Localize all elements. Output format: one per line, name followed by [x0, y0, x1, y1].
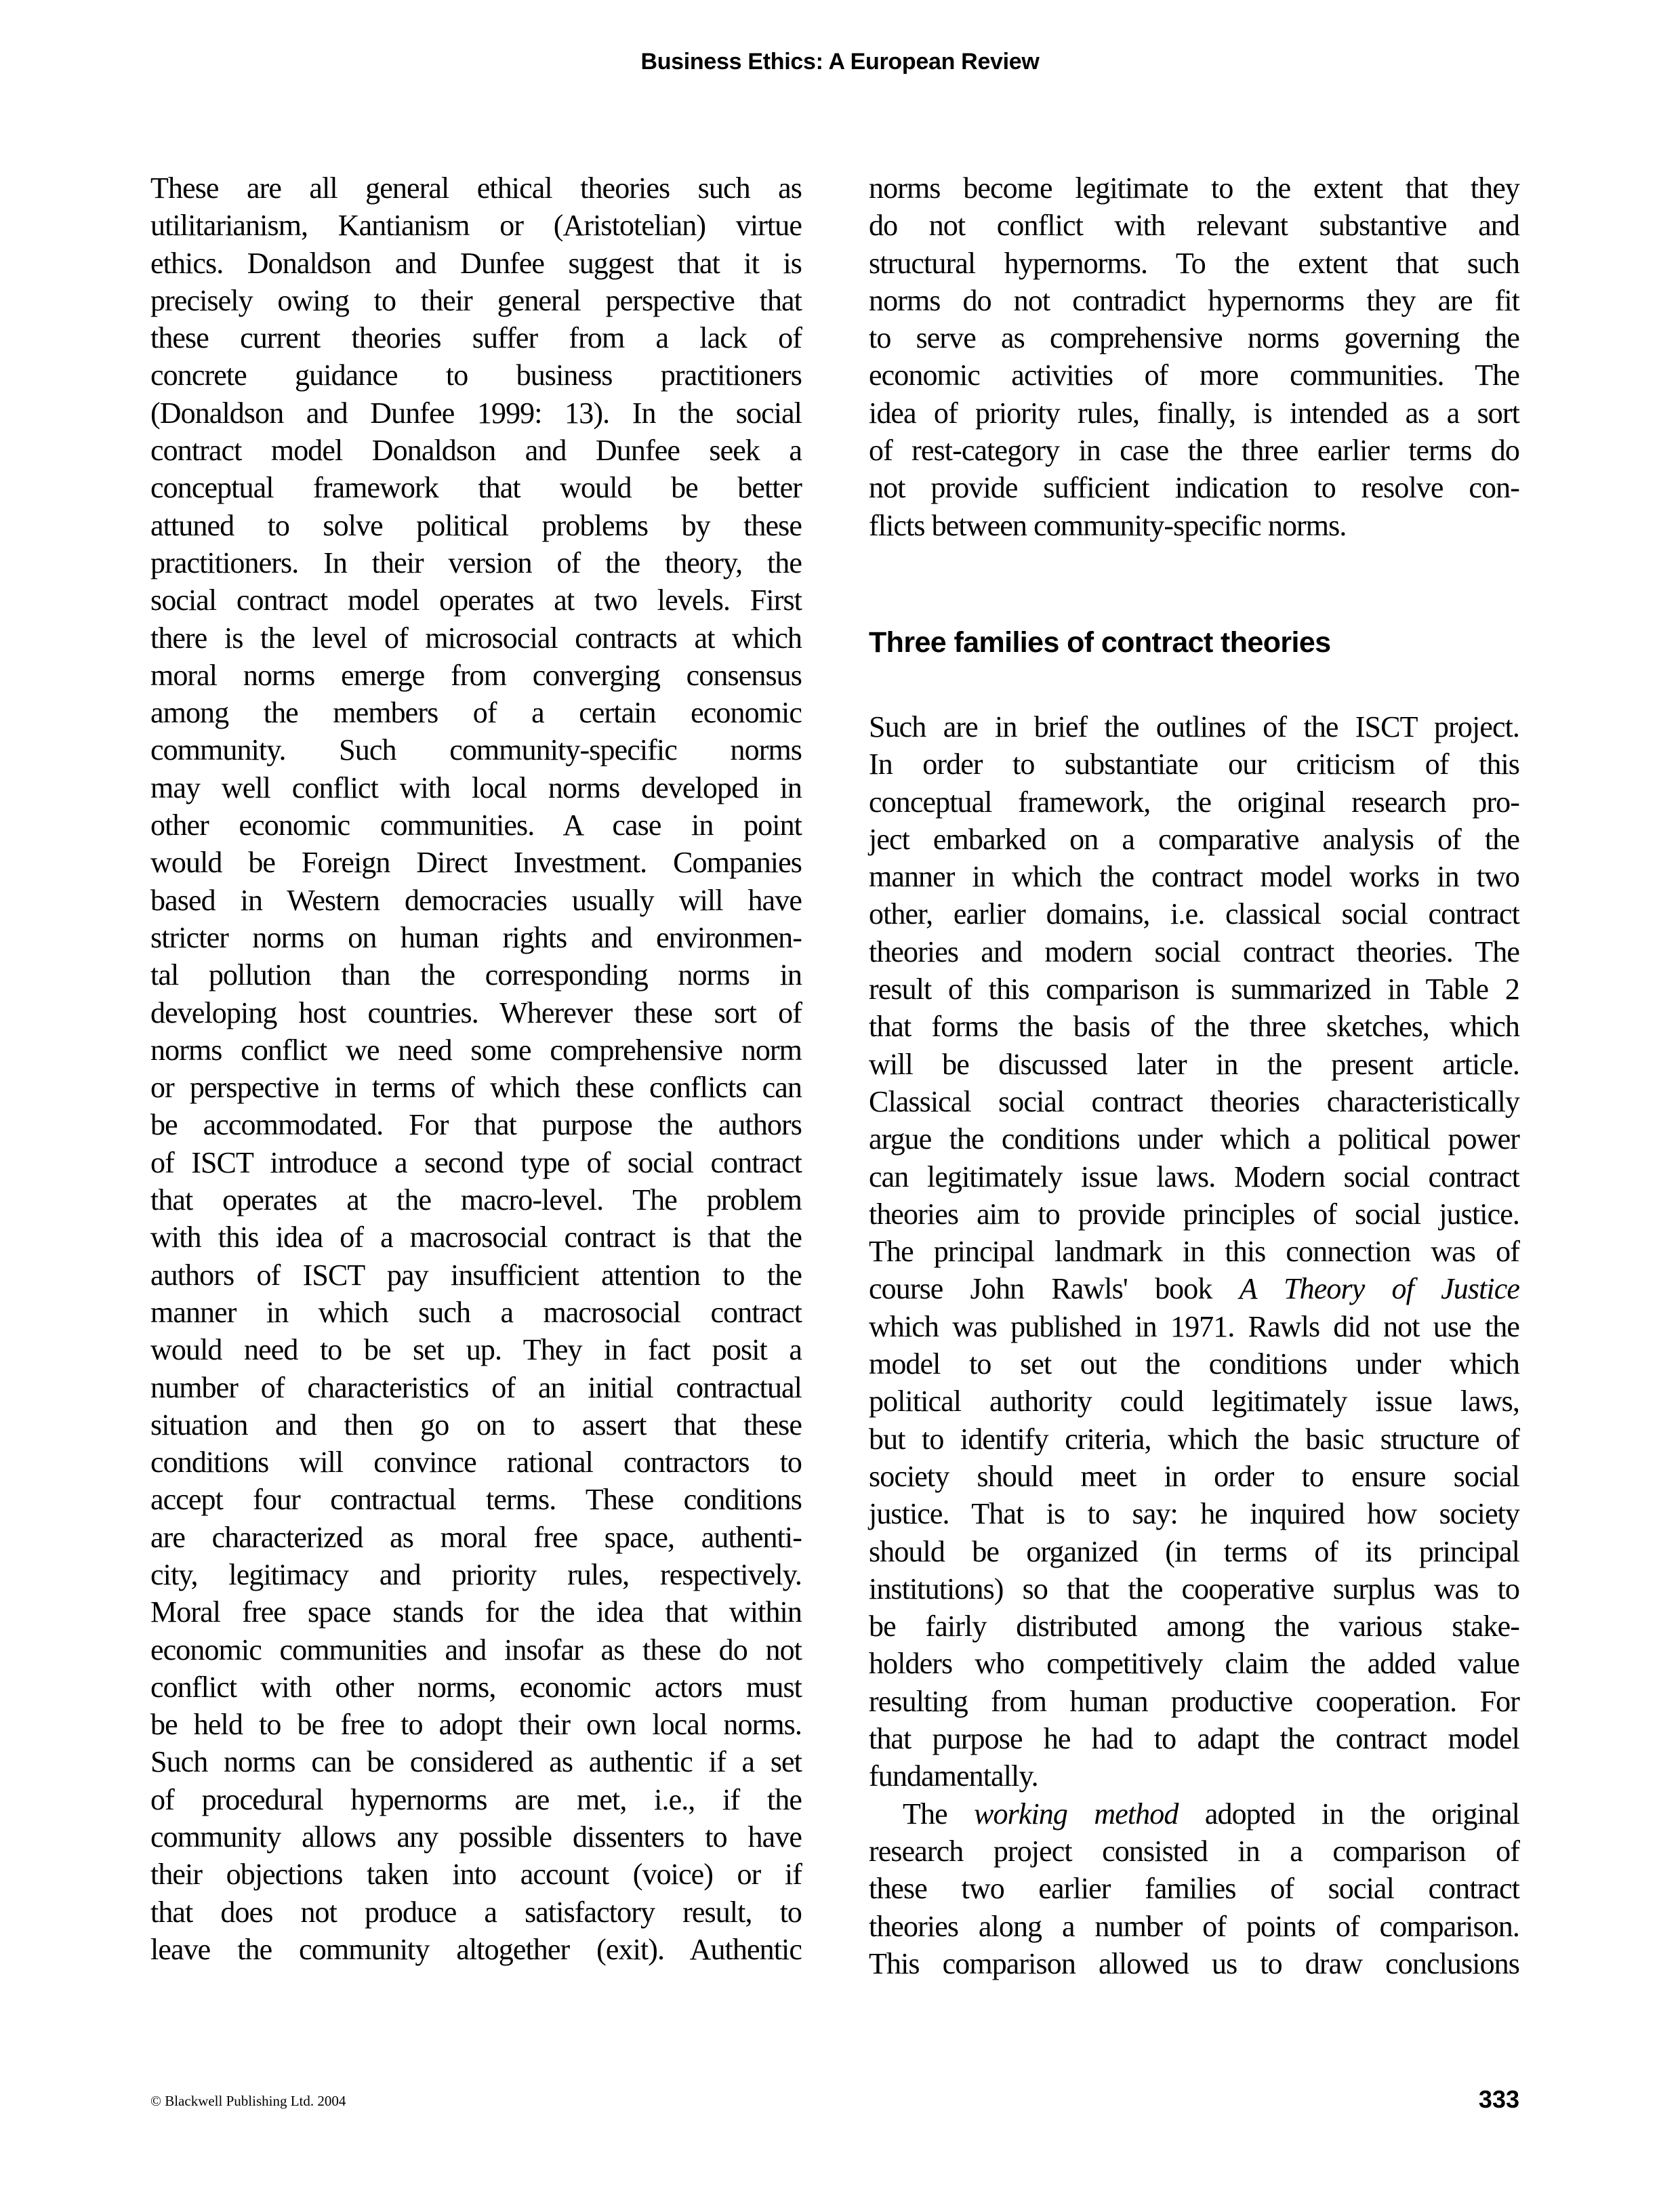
- section-heading: Three families of contract theories: [869, 626, 1331, 659]
- text-line: will be discussed later in the present article.: [869, 1047, 1519, 1081]
- text-line: that does not produce a satisfactory result, to: [150, 1895, 802, 1929]
- text-line: would need to be set up. They in fact posit a: [150, 1333, 802, 1367]
- text-line: community allows any possible dissenters to have: [150, 1820, 802, 1854]
- text-line: number of characteristics of an initial contractual: [150, 1370, 802, 1404]
- text-line: institutions) so that the cooperative surplus was to: [869, 1572, 1519, 1606]
- text-line: city, legitimacy and priority rules, respectively.: [150, 1557, 802, 1591]
- text-line: not provide sufficient indication to resolve con-: [869, 471, 1519, 505]
- text-line: leave the community altogether (exit). Authentic: [150, 1932, 802, 1966]
- text-line: or perspective in terms of which these conflicts can: [150, 1071, 802, 1105]
- text-line: of ISCT introduce a second type of social contract: [150, 1145, 802, 1179]
- text-line: attuned to solve political problems by these: [150, 508, 802, 542]
- text-line: Classical social contract theories characteristically: [869, 1084, 1519, 1118]
- text-line: among the members of a certain economic: [150, 696, 802, 730]
- working-method-italic: working method: [974, 1797, 1179, 1831]
- text-line: conflict with other norms, economic actors must: [150, 1670, 802, 1704]
- text-line: be fairly distributed among the various stake-: [869, 1610, 1519, 1643]
- right-column-paragraph-2: [869, 708, 1519, 1982]
- text-line: theories aim to provide principles of social justice.: [869, 1197, 1519, 1231]
- book-title-italic: A Theory of Justice: [1239, 1272, 1519, 1306]
- text-line: holders who competitively claim the added value: [869, 1647, 1519, 1681]
- text-line: can legitimately issue laws. Modern social contract: [869, 1160, 1519, 1193]
- text-line: research project consisted in a comparison of: [869, 1834, 1519, 1868]
- text-line: be accommodated. For that purpose the authors: [150, 1108, 802, 1142]
- text-line: of rest-category in case the three earlier terms do: [869, 434, 1519, 468]
- text-line: utilitarianism, Kantianism or (Aristotelian) virtue: [150, 209, 802, 243]
- text-line: concrete guidance to business practitioners: [150, 359, 802, 392]
- text-line: This comparison allowed us to draw conclusions: [869, 1946, 1519, 1980]
- text-line: other, earlier domains, i.e. classical social contract: [869, 897, 1519, 931]
- text-fragment: The: [903, 1797, 947, 1831]
- text-line: to serve as comprehensive norms governing the: [869, 321, 1519, 355]
- text-line: these two earlier families of social contract: [869, 1872, 1519, 1906]
- text-line: norms become legitimate to the extent that they: [869, 171, 1519, 205]
- text-line: economic activities of more communities. The: [869, 359, 1519, 392]
- text-line: situation and then go on to assert that these: [150, 1408, 802, 1442]
- text-line: based in Western democracies usually will have: [150, 883, 802, 917]
- text-line: community. Such community-specific norms: [150, 733, 802, 767]
- text-line: accept four contractual terms. These conditions: [150, 1483, 802, 1517]
- text-line: should be organized (in terms of its principal: [869, 1534, 1519, 1568]
- text-line: (Donaldson and Dunfee 1999: 13). In the social: [150, 396, 802, 430]
- text-line: theories along a number of points of comparison.: [869, 1909, 1519, 1943]
- text-line: which was published in 1971. Rawls did not use the: [869, 1309, 1519, 1343]
- text-line: precisely owing to their general perspective that: [150, 283, 802, 317]
- text-line: economic communities and insofar as these do not: [150, 1633, 802, 1667]
- text-line: Such are in brief the outlines of the ISCT project.: [869, 710, 1519, 743]
- text-line: In order to substantiate our criticism of this: [869, 748, 1519, 781]
- text-line: tal pollution than the corresponding norms in: [150, 958, 802, 992]
- text-line: their objections taken into account (voice) or if: [150, 1858, 802, 1892]
- text-line: that purpose he had to adapt the contract model: [869, 1722, 1519, 1756]
- text-line: argue the conditions under which a political power: [869, 1122, 1519, 1156]
- text-fragment: course John Rawls' book: [869, 1272, 1212, 1306]
- text-line: ject embarked on a comparative analysis of the: [869, 822, 1519, 856]
- text-line: flicts between community-specific norms.: [869, 508, 1347, 542]
- text-line: do not conflict with relevant substantive and: [869, 209, 1519, 243]
- text-line: are characterized as moral free space, authenti-: [150, 1520, 802, 1554]
- text-line: developing host countries. Wherever these sort of: [150, 996, 802, 1029]
- text-line: be held to be free to adopt their own local norms.: [150, 1708, 802, 1742]
- text-line: that forms the basis of the three sketches, which: [869, 1010, 1519, 1044]
- text-line: with this idea of a macrosocial contract is that the: [150, 1221, 802, 1254]
- text-line: other economic communities. A case in point: [150, 809, 802, 842]
- paragraph-3-first-line: [869, 1795, 1519, 1833]
- text-line: but to identify criteria, which the basic structure of: [869, 1422, 1519, 1456]
- text-line: may well conflict with local norms developed in: [150, 771, 802, 804]
- text-line: result of this comparison is summarized in Table 2: [869, 973, 1519, 1006]
- text-line: These are all general ethical theories such as: [150, 171, 802, 205]
- text-line: Such norms can be considered as authentic if a set: [150, 1745, 802, 1779]
- text-line: Moral free space stands for the idea that within: [150, 1595, 802, 1629]
- text-line: of procedural hypernorms are met, i.e., if the: [150, 1782, 802, 1816]
- text-line-with-italic-title: [869, 1270, 1519, 1307]
- left-column-text: [150, 169, 802, 1968]
- text-line: authors of ISCT pay insufficient attention to the: [150, 1258, 802, 1292]
- text-line: contract model Donaldson and Dunfee seek a: [150, 434, 802, 468]
- right-column-paragraph-1: [869, 169, 1519, 544]
- text-line: structural hypernorms. To the extent that such: [869, 246, 1519, 280]
- text-line: idea of priority rules, finally, is intended as a sort: [869, 396, 1519, 430]
- text-line: The principal landmark in this connection was of: [869, 1235, 1519, 1269]
- copyright-notice: © Blackwell Publishing Ltd. 2004: [150, 2093, 346, 2109]
- running-head-journal-title: Business Ethics: A European Review: [640, 49, 1040, 75]
- text-line: norms conflict we need some comprehensive norm: [150, 1033, 802, 1067]
- text-line: fundamentally.: [869, 1759, 1038, 1793]
- text-line: theories and modern social contract theories. The: [869, 935, 1519, 968]
- text-line: conditions will convince rational contractors to: [150, 1446, 802, 1479]
- text-line: conceptual framework, the original research pro-: [869, 785, 1519, 819]
- text-line: model to set out the conditions under which: [869, 1347, 1519, 1381]
- text-line: society should meet in order to ensure social: [869, 1459, 1519, 1493]
- text-line: manner in which such a macrosocial contract: [150, 1295, 802, 1329]
- text-line: justice. That is to say: he inquired how society: [869, 1497, 1519, 1531]
- text-line: stricter norms on human rights and environmen-: [150, 920, 802, 954]
- text-line: practitioners. In their version of the theory, the: [150, 546, 802, 579]
- text-line: there is the level of microsocial contracts at which: [150, 621, 802, 655]
- text-fragment: adopted in the original: [1204, 1797, 1520, 1831]
- text-line: conceptual framework that would be better: [150, 471, 802, 505]
- text-line: political authority could legitimately issue laws,: [869, 1385, 1519, 1418]
- text-line: social contract model operates at two levels. First: [150, 584, 802, 617]
- text-line: moral norms emerge from converging consensus: [150, 658, 802, 692]
- text-line: resulting from human productive cooperation. For: [869, 1684, 1519, 1718]
- text-line: ethics. Donaldson and Dunfee suggest that it is: [150, 246, 802, 280]
- page-number: 333: [1478, 2085, 1519, 2113]
- text-line: would be Foreign Direct Investment. Companies: [150, 846, 802, 880]
- text-line: that operates at the macro-level. The problem: [150, 1183, 802, 1217]
- text-line: these current theories suffer from a lack of: [150, 321, 802, 355]
- text-line: norms do not contradict hypernorms they are fit: [869, 283, 1519, 317]
- text-line: manner in which the contract model works in two: [869, 860, 1519, 894]
